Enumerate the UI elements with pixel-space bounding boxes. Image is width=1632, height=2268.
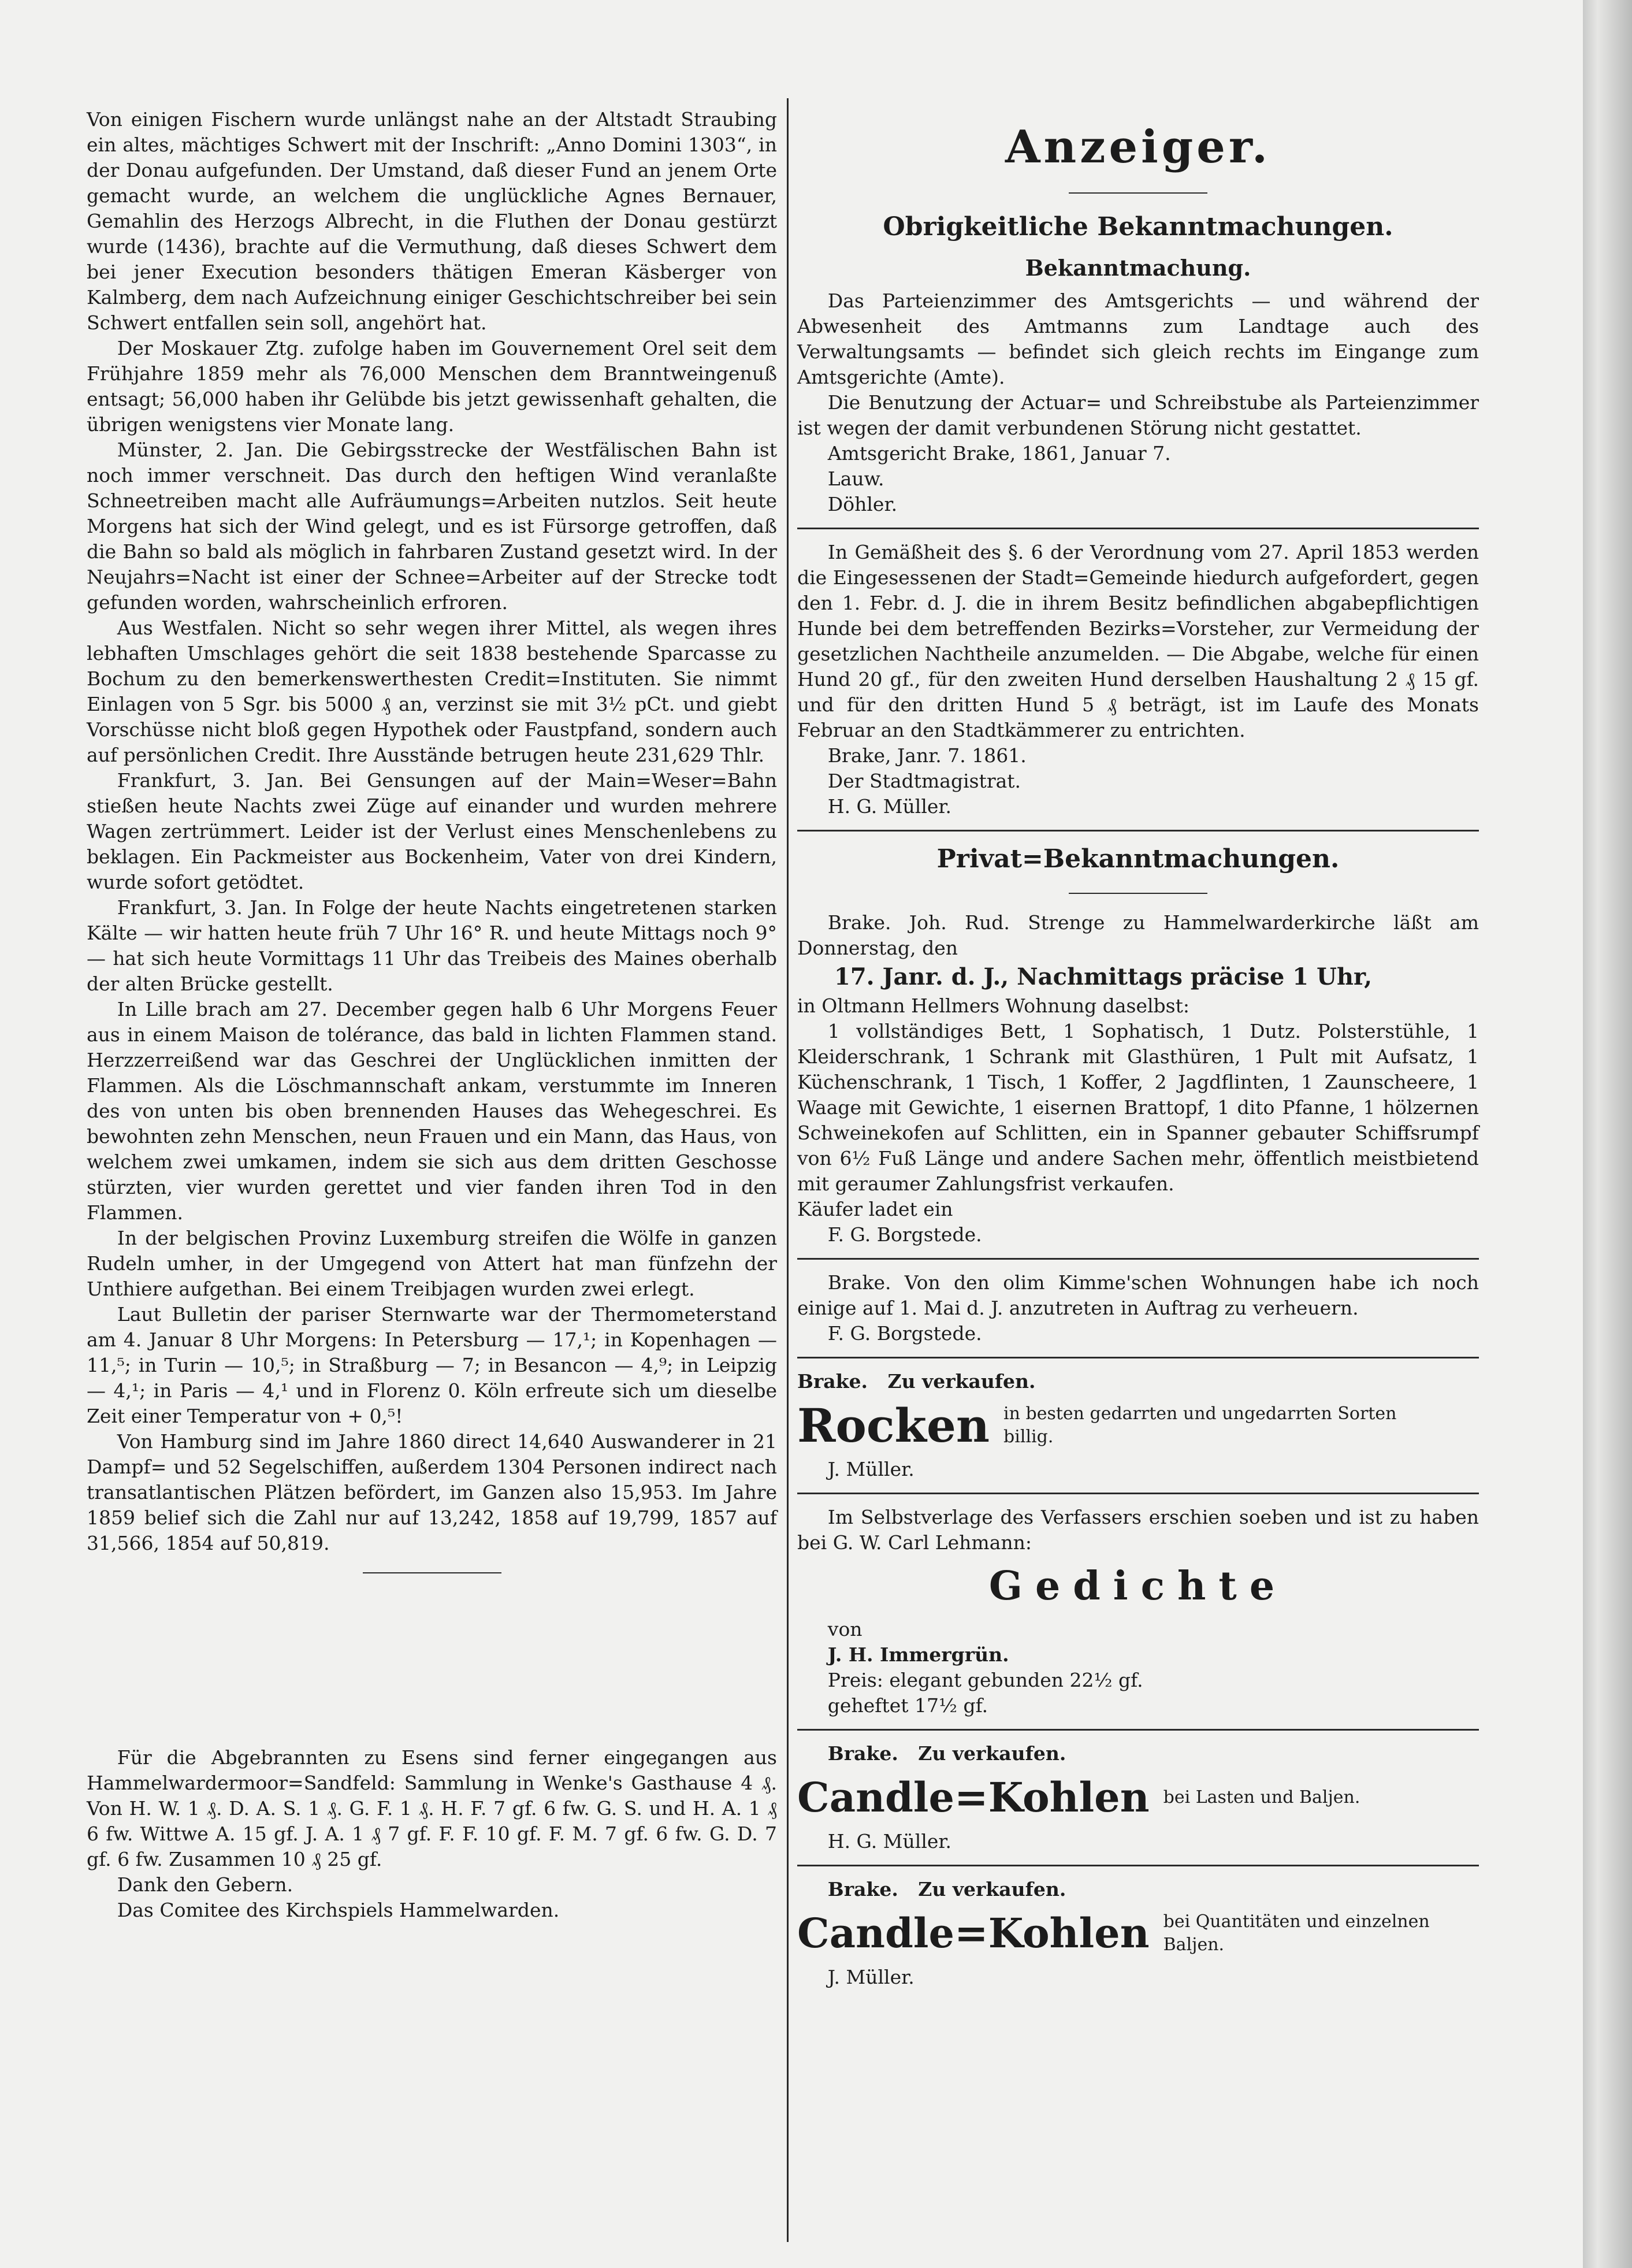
news-paragraph: Aus Westfalen. Nicht so sehr wegen ihrer Mittel, als wegen ihres lebhaften Umschlages gehört die seit 1838 bestehende Sparcasse zu Bochum zu den bemerkenswerthesten Credit=Instituten. Sie nimmt Einlagen von 5 Sgr. bis 5000 ₰ an, verzinst sie mit 3½ pCt. und giebt Vorschüsse nicht bloß gegen Hypothek oder Faustpfand, sondern auch auf persönlichen Credit. Ihre Ausstände betrugen heute 231,629 Thlr. [87, 617, 777, 766]
auction-signature: F. G. Borgstede. [827, 1223, 982, 1246]
rocken-ad [797, 1369, 1479, 1482]
ad-product: Candle=Kohlen [797, 1773, 1150, 1821]
news-paragraph: In Lille brach am 27. December gegen halb 6 Uhr Morgens Feuer aus in einem Maison de tolérance, das bald in lichten Flammen stand. Herzzerreißend war das Geschrei der Unglücklichen inmitten der Flammen. Als die Löschmannschaft ankam, verstummte im Inneren des von unten bis oben brennenden Hauses das Wehegeschrei. Es bewohnten zehn Menschen, neun Frauen und ein Mann, das Haus, von welchem zwei umkamen, indem sie sich aus dem dritten Geschosse stürzten, vier wurden gerettet und vier fanden ihren Tod in den Flammen. [87, 998, 777, 1224]
ad-signature: H. G. Müller. [827, 1830, 952, 1853]
private-heading: Privat=Bekanntmachungen. [936, 844, 1340, 874]
donation-thanks: Dank den Gebern. [117, 1873, 293, 1896]
auction-location: in Oltmann Hellmers Wohnung daselbst: [797, 994, 1189, 1017]
auction-date: 17. Janr. d. J., Nachmittags präcise 1 Uhr, [834, 963, 1373, 990]
news-paragraph: Der Moskauer Ztg. zufolge haben im Gouvernement Orel seit dem Frühjahre 1859 mehr als 76,000 Menschen dem Branntweingenuß entsagt; 56,000 haben ihr Gelübde bis jetzt gewissenhaft gehalten, die übrigen wenigstens vier Monate lang. [87, 337, 777, 436]
notice-title: Bekanntmachung. [1025, 255, 1251, 281]
ad-detail: bei Lasten und Baljen. [1163, 1787, 1360, 1807]
ad-label: Zu verkaufen. [887, 1370, 1036, 1393]
section-divider [363, 1572, 501, 1573]
news-paragraph: Laut Bulletin der pariser Sternwarte war der Thermometerstand am 4. Januar 8 Uhr Morgens: In Petersburg — 17,¹; in Kopenhagen —11,⁵; in Turin — 10,⁵; in Straßburg — 7; in Besancon — 4,⁹; in Leipzig — 4,¹; in Paris — 4,¹ und in Florenz 0. Köln erfreute sich um dieselbe Zeit einer Temperatur von + 0,⁵! [87, 1303, 777, 1427]
ad-divider [797, 528, 1479, 529]
rental-signature: F. G. Borgstede. [827, 1322, 982, 1345]
coal-ad [797, 1741, 1479, 1854]
left-column-donations [87, 1745, 777, 1923]
auction-buyers: Käufer ladet ein [797, 1198, 953, 1220]
rental-notice: Brake. Von den olim Kimme'schen Wohnungen habe ich noch einige auf 1. Mai d. J. anzutreten in Auftrag zu verheuern. [797, 1271, 1479, 1319]
news-paragraph: Von Hamburg sind im Jahre 1860 direct 14,640 Auswanderer in 21 Dampf= und 52 Segelschiffen, außerdem 1304 Personen indirect nach transatlantischen Plätzen befördert, im Ganzen also 15,953. Im Jahre 1859 belief sich die Zahl nur auf 13,242, 1858 auf 19,799, 1857 auf 31,566, 1854 auf 50,819. [87, 1430, 777, 1554]
news-paragraph: Von einigen Fischern wurde unlängst nahe an der Altstadt Straubing ein altes, mächtiges Schwert mit der Inschrift: „Anno Domini 1303“, in der Donau aufgefunden. Der Umstand, daß dieser Fund an jenem Orte gemacht wurde, an welchem die unglückliche Agnes Bernauer, Gemahlin des Herzogs Albrecht, in die Fluthen der Donau gestürzt wurde (1436), brachte auf die Vermuthung, daß dieses Schwert dem bei jener Execution besonders thätigen Emeran Käsberger von Kalmberg, dem nach Aufzeichnung einiger Geschichtschreiber bei sein Schwert entfallen sein soll, angehört hat. [87, 108, 777, 334]
ad-divider [797, 1258, 1479, 1260]
news-paragraph: In der belgischen Provinz Luxemburg streifen die Wölfe in ganzen Rudeln umher, in der Umgegend von Attert hat man fünfzehn der Unthiere aufgethan. Bei einem Treibjagen wurden zwei erlegt. [87, 1227, 777, 1300]
ad-divider [797, 830, 1479, 832]
ad-label: Zu verkaufen. [918, 1878, 1066, 1900]
ad-detail: bei Quantitäten und einzelnen Baljen. [1163, 1911, 1430, 1955]
auction-items: 1 vollständiges Bett, 1 Sophatisch, 1 Dutz. Polsterstühle, 1 Kleiderschrank, 1 Schrank mit Glasthüren, 1 Pult mit Aufsatz, 1 Küchenschrank, 1 Tisch, 1 Koffer, 2 Jagdflinten, 1 Zaunscheere, 1 Waage mit Gewichte, 1 eisernen Brattopf, 1 dito Pfanne, 1 hölzernen Schweinekofen auf Schlitten, ein in Spanner gebauter Schiffsrumpf von 6½ Fuß Länge und andere Sachen mehr, öffentlich meistbietend mit geraumer Zahlungsfrist verkaufen. [797, 1020, 1479, 1195]
notice-signature: H. G. Müller. [827, 795, 952, 818]
ad-divider [797, 1357, 1479, 1358]
book-author: J. H. Immergrün. [827, 1643, 1009, 1666]
ad-divider [797, 1865, 1479, 1866]
donation-notice: Für die Abgebrannten zu Esens sind ferner eingegangen aus Hammelwardermoor=Sandfeld: Sammlung in Wenke's Gasthause 4 ₰. Von H. W. 1 ₰. D. A. S. 1 ₰. G. F. 1 ₰. H. F. 7 gf. 6 fw. G. S. und H. A. 1 ₰ 6 fw. Wittwe A. 15 gf. J. A. 1 ₰ 7 gf. F. F. 10 gf. F. M. 7 gf. 6 fw. G. D. 7 gf. 6 fw. Zusammen 10 ₰ 25 gf. [87, 1746, 777, 1870]
ad-product: Candle=Kohlen [797, 1909, 1150, 1957]
notice-place-date: Amtsgericht Brake, 1861, Januar 7. [827, 442, 1171, 465]
column-divider [787, 98, 789, 2242]
ad-divider [797, 1729, 1479, 1731]
ad-place: Brake. [827, 1742, 898, 1765]
notice-paragraph: Die Benutzung der Actuar= und Schreibstube als Parteienzimmer ist wegen der damit verbundenen Störung nicht gestattet. [797, 391, 1479, 439]
masthead-divider [1069, 192, 1207, 194]
masthead-anzeiger: Anzeiger. [1005, 121, 1272, 173]
ad-detail: in besten gedarrten und ungedarrten Sorten [1003, 1404, 1397, 1424]
auction-intro: Brake. Joh. Rud. Strenge zu Hammelwarderkirche läßt am Donnerstag, den [797, 911, 1479, 959]
committee-signature: Das Comitee des Kirchspiels Hammelwarden. [117, 1899, 560, 1921]
news-paragraph: Münster, 2. Jan. Die Gebirgsstrecke der Westfälischen Bahn ist noch immer verschneit. Das durch den heftigen Wind veranlaßte Schneetreiben macht alle Aufräumungs=Arbeiten nutzlos. Seit heute Morgens hat sich der Wind gelegt, und es ist Fürsorge getroffen, daß die Bahn so bald als möglich in fahrbaren Zustand gesetzt wird. In der Neujahrs=Nacht ist einer der Schnee=Arbeiter auf der Strecke todt gefunden worden, wahrscheinlich erfroren. [87, 439, 777, 614]
ad-signature: J. Müller. [827, 1966, 914, 1988]
ad-place: Brake. [797, 1370, 868, 1393]
book-ad [797, 1505, 1479, 1718]
book-intro: Im Selbstverlage des Verfassers erschien soeben und ist zu haben bei G. W. Carl Lehmann: [797, 1506, 1479, 1554]
news-paragraph: Frankfurt, 3. Jan. In Folge der heute Nachts eingetretenen starken Kälte — wir hatten heute früh 7 Uhr 16° R. und heute Mittags noch 9° — hat sich heute Vormittags 11 Uhr das Treibeis des Maines oberhalb der alten Brücke gestellt. [87, 896, 777, 995]
ad-detail: billig. [1003, 1427, 1054, 1447]
notice-paragraph: Das Parteienzimmer des Amtsgerichts — und während der Abwesenheit des Amtmanns zum Landtage auch des Verwaltungsamts — befindet sich gleich rechts im Eingange zum Amtsgerichte (Amte). [797, 289, 1479, 388]
right-column-ads [797, 107, 1479, 1990]
ad-divider [797, 1493, 1479, 1494]
ad-place: Brake. [827, 1878, 898, 1900]
page-binding-edge [1583, 0, 1632, 2268]
dog-tax-notice: In Gemäßheit des §. 6 der Verordnung vom 27. April 1853 werden die Eingesessenen der Stadt=Gemeinde hiedurch aufgefordert, gegen den 1. Febr. d. J. die in ihrem Besitz befindlichen abgabepflichtigen Hunde bei dem betreffenden Bezirks=Vorsteher, zur Vermeidung der gesetzlichen Nachtheile anzumelden. — Die Abgabe, welche für einen Hund 20 gf., für den zweiten Hund derselben Haushaltung 2 ₰ 15 gf. und für den dritten Hund 5 ₰ beträgt, ist im Laufe des Monats Februar an den Stadtkämmerer zu entrichten. [797, 541, 1479, 741]
notice-signature: Lauw. [827, 467, 884, 490]
book-by: von [827, 1618, 863, 1640]
book-title: Gedichte [988, 1563, 1288, 1609]
book-price: geheftet 17½ gf. [827, 1694, 988, 1717]
official-heading: Obrigkeitliche Bekanntmachungen. [883, 212, 1393, 242]
ad-label: Zu verkaufen. [918, 1742, 1066, 1765]
notice-authority: Der Stadtmagistrat. [827, 770, 1021, 792]
ad-signature: J. Müller. [827, 1458, 914, 1480]
left-column-news [87, 107, 777, 1590]
notice-signature: Döhler. [827, 493, 898, 515]
ad-product: Rocken [797, 1398, 990, 1453]
section-divider [1069, 893, 1207, 894]
coal-ad [797, 1877, 1479, 1990]
notice-place-date: Brake, Janr. 7. 1861. [827, 744, 1027, 767]
book-price: Preis: elegant gebunden 22½ gf. [827, 1669, 1143, 1691]
news-paragraph: Frankfurt, 3. Jan. Bei Gensungen auf der Main=Weser=Bahn stießen heute Nachts zwei Züge auf einander und wurden mehrere Wagen zertrümmert. Leider ist der Verlust eines Menschenlebens zu beklagen. Ein Packmeister aus Bockenheim, Vater von drei Kindern, wurde sofort getödtet. [87, 769, 777, 893]
